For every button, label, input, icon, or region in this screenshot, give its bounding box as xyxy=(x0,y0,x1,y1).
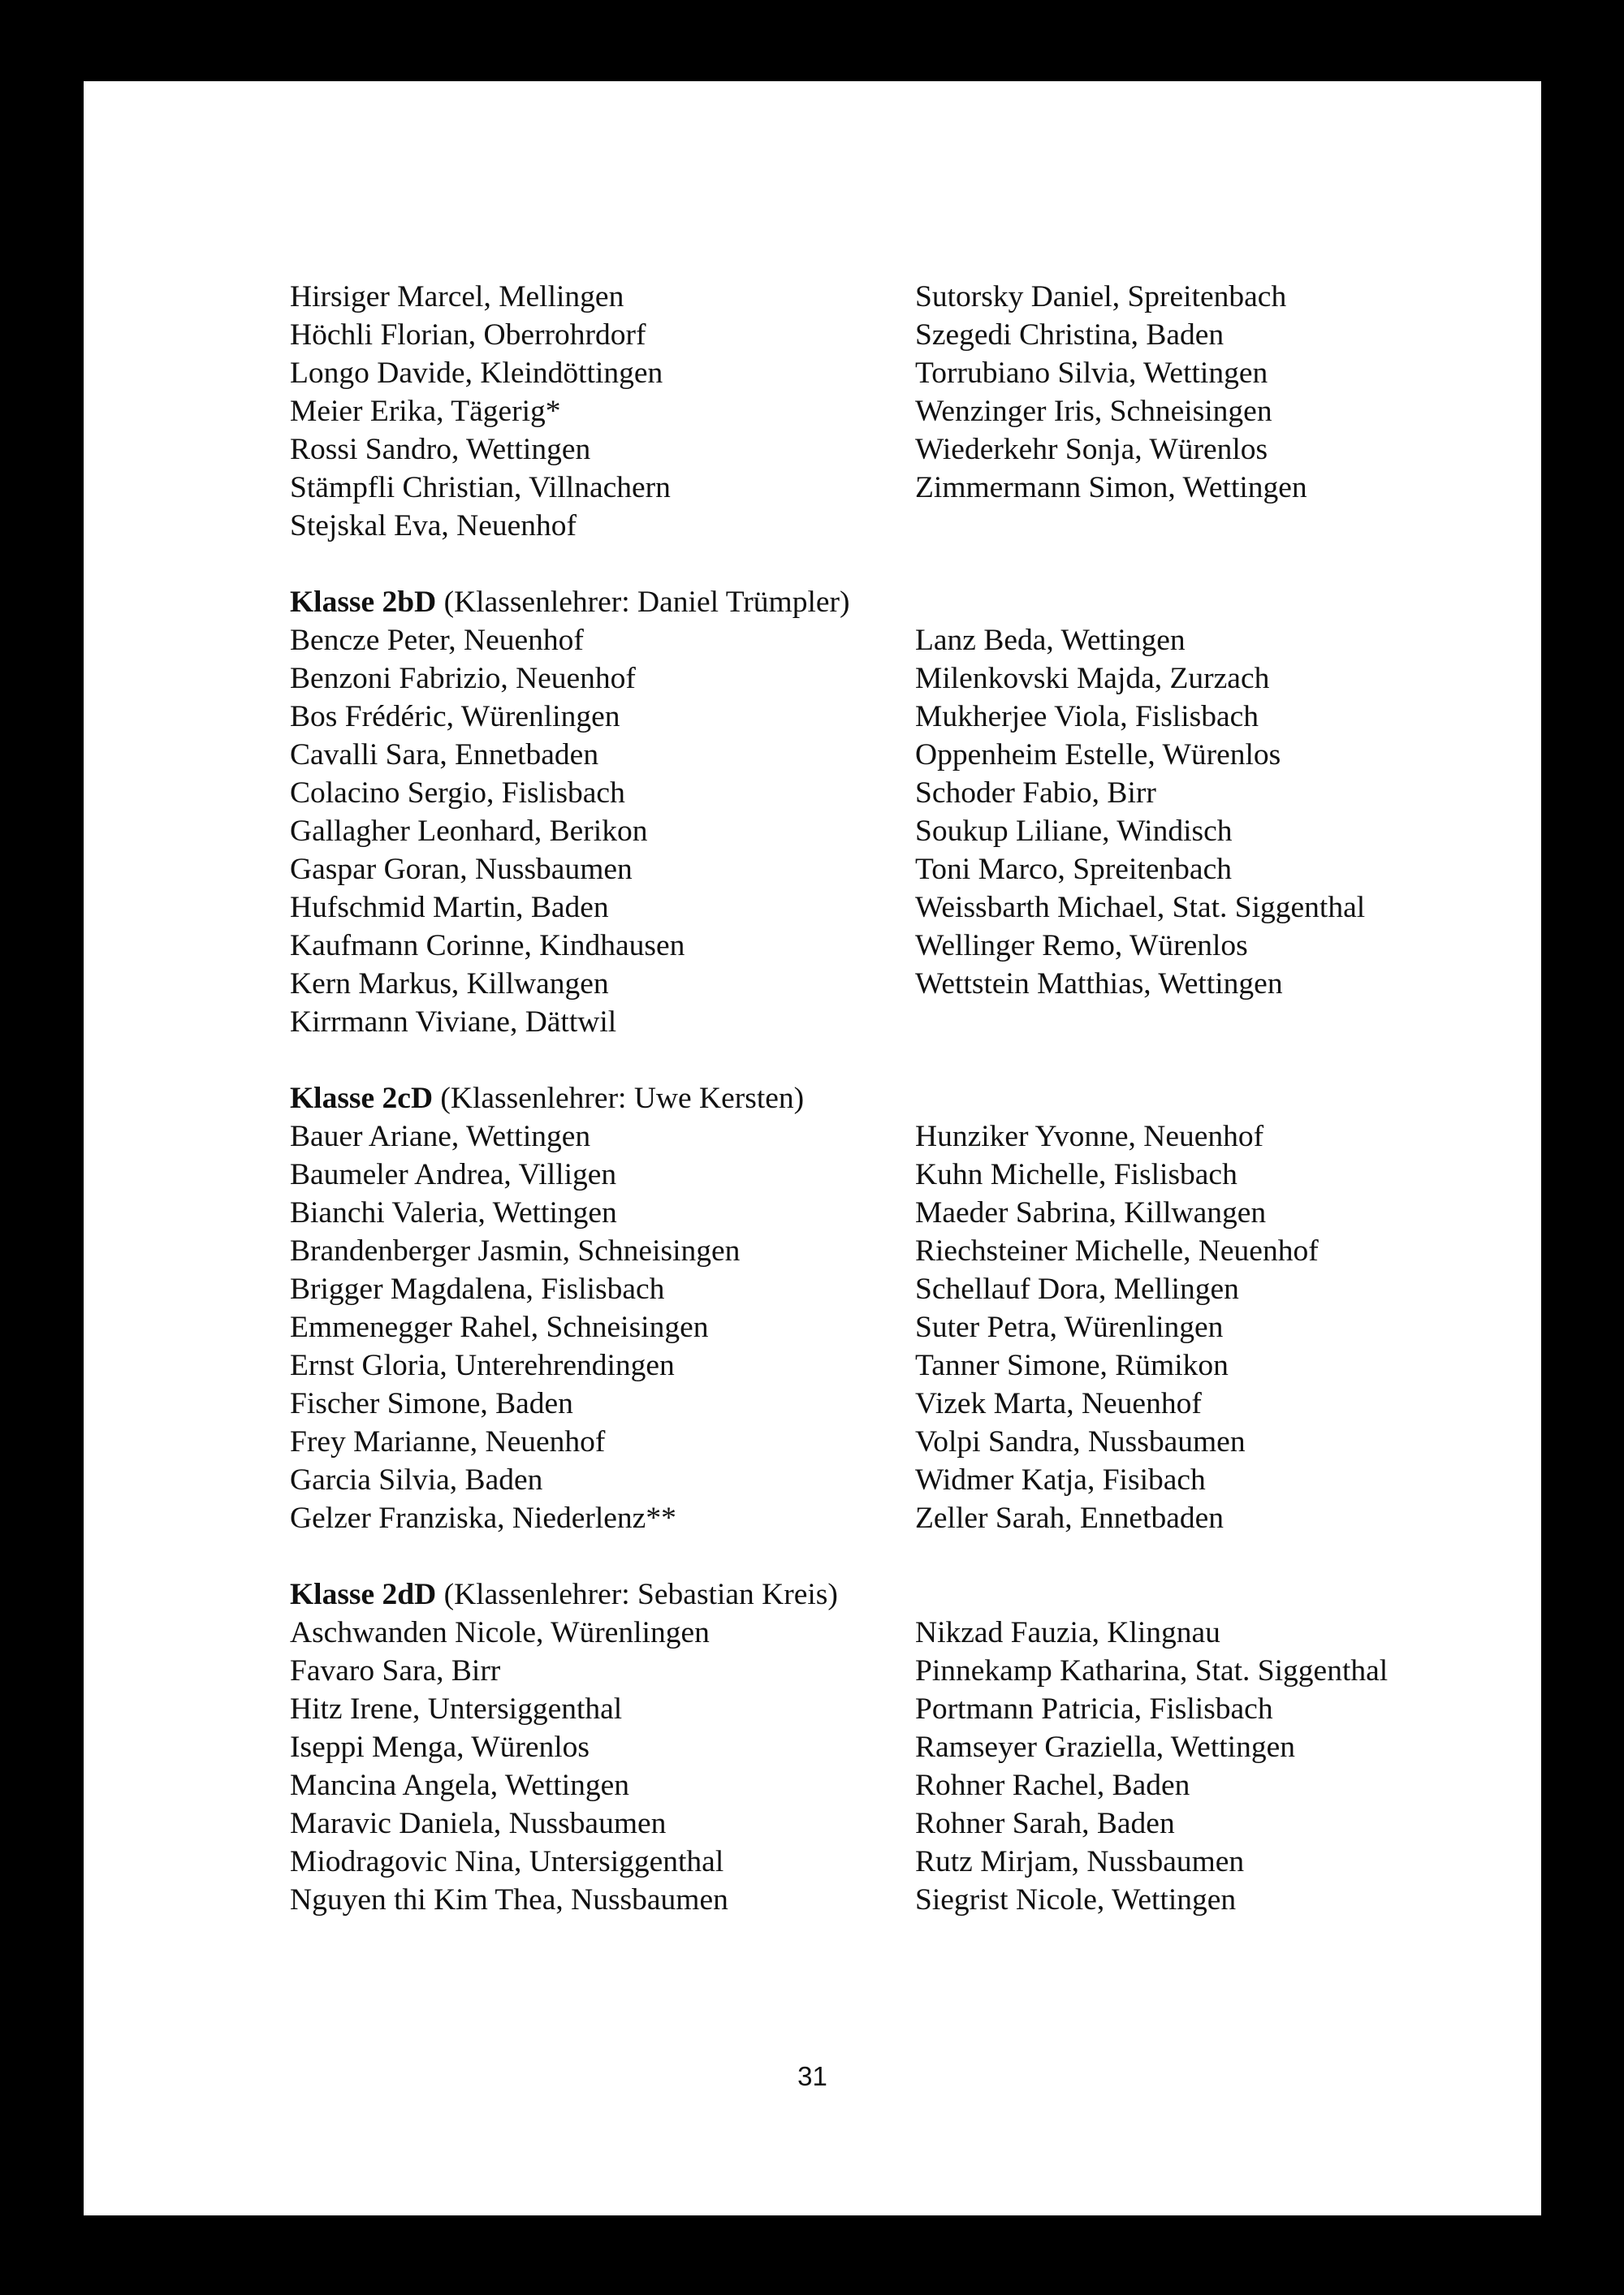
student-entry: Fischer Simone, Baden xyxy=(290,1387,573,1420)
class-name: Klasse 2dD xyxy=(290,1578,437,1611)
student-entry: Bauer Ariane, Wettingen xyxy=(290,1120,591,1153)
student-column-left xyxy=(290,1117,915,1537)
student-entry: Wenzinger Iris, Schneisingen xyxy=(915,395,1272,428)
student-entry: Wettstein Matthias, Wettingen xyxy=(915,967,1283,1001)
student-entry: Schoder Fabio, Birr xyxy=(915,776,1156,810)
student-entry: Benzoni Fabrizio, Neuenhof xyxy=(290,662,636,695)
student-entry: Hirsiger Marcel, Mellingen xyxy=(290,280,624,313)
student-entry: Stämpfli Christian, Villnachern xyxy=(290,471,671,504)
student-entry: Portmann Patricia, Fislisbach xyxy=(915,1692,1273,1726)
student-entry: Cavalli Sara, Ennetbaden xyxy=(290,738,599,771)
student-entry: Hufschmid Martin, Baden xyxy=(290,891,609,924)
student-entry: Kaufmann Corinne, Kindhausen xyxy=(290,929,685,962)
student-entry: Garcia Silvia, Baden xyxy=(290,1463,543,1497)
student-column-left xyxy=(290,1614,915,1919)
student-column-right xyxy=(915,278,1516,545)
student-entry: Toni Marco, Spreitenbach xyxy=(915,853,1232,886)
student-entry: Hunziker Yvonne, Neuenhof xyxy=(915,1120,1264,1153)
student-entry: Nguyen thi Kim Thea, Nussbaumen xyxy=(290,1883,728,1917)
student-entry: Brigger Magdalena, Fislisbach xyxy=(290,1273,665,1306)
student-entry: Milenkovski Majda, Zurzach xyxy=(915,662,1270,695)
student-entry: Zeller Sarah, Ennetbaden xyxy=(915,1502,1224,1535)
class-teacher: (Klassenlehrer: Uwe Kersten) xyxy=(433,1082,805,1115)
student-entry: Pinnekamp Katharina, Stat. Siggenthal xyxy=(915,1654,1389,1688)
student-entry: Vizek Marta, Neuenhof xyxy=(915,1387,1202,1420)
student-entry: Bos Frédéric, Würenlingen xyxy=(290,700,620,733)
student-columns xyxy=(290,278,1524,545)
student-entry: Rohner Sarah, Baden xyxy=(915,1807,1175,1840)
student-entry: Höchli Florian, Oberrohrdorf xyxy=(290,318,646,352)
student-entry: Rohner Rachel, Baden xyxy=(915,1769,1190,1802)
student-entry: Oppenheim Estelle, Würenlos xyxy=(915,738,1281,771)
student-entry: Sutorsky Daniel, Spreitenbach xyxy=(915,280,1287,313)
student-entry: Torrubiano Silvia, Wettingen xyxy=(915,357,1268,390)
document-page xyxy=(84,81,1541,2215)
student-column-left xyxy=(290,278,915,545)
student-entry: Aschwanden Nicole, Würenlingen xyxy=(290,1616,710,1649)
student-entry: Kirrmann Viviane, Dättwil xyxy=(290,1005,617,1039)
class-teacher: (Klassenlehrer: Daniel Trümpler) xyxy=(436,586,850,619)
student-entry: Favaro Sara, Birr xyxy=(290,1654,501,1688)
student-column-right xyxy=(915,1614,1516,1919)
student-entry: Frey Marianne, Neuenhof xyxy=(290,1425,606,1459)
student-column-left xyxy=(290,621,915,1041)
student-entry: Maeder Sabrina, Killwangen xyxy=(915,1196,1267,1230)
student-entry: Mukherjee Viola, Fislisbach xyxy=(915,700,1259,733)
student-entry: Maravic Daniela, Nussbaumen xyxy=(290,1807,667,1840)
student-entry: Kuhn Michelle, Fislisbach xyxy=(915,1158,1237,1191)
class-heading xyxy=(290,1079,1524,1117)
student-entry: Suter Petra, Würenlingen xyxy=(915,1311,1224,1344)
student-entry: Mancina Angela, Wettingen xyxy=(290,1769,630,1802)
student-entry: Bencze Peter, Neuenhof xyxy=(290,624,584,657)
student-columns xyxy=(290,1614,1524,1919)
student-entry: Kern Markus, Killwangen xyxy=(290,967,609,1001)
student-entry: Brandenberger Jasmin, Schneisingen xyxy=(290,1234,741,1268)
class-heading xyxy=(290,583,1524,621)
student-entry: Longo Davide, Kleindöttingen xyxy=(290,357,663,390)
student-entry: Lanz Beda, Wettingen xyxy=(915,624,1186,657)
class-section xyxy=(290,1575,1524,1919)
student-entry: Tanner Simone, Rümikon xyxy=(915,1349,1229,1382)
student-entry: Hitz Irene, Untersiggenthal xyxy=(290,1692,623,1726)
student-entry: Bianchi Valeria, Wettingen xyxy=(290,1196,617,1230)
student-entry: Baumeler Andrea, Villigen xyxy=(290,1158,617,1191)
student-entry: Gelzer Franziska, Niederlenz** xyxy=(290,1502,676,1535)
student-entry: Gaspar Goran, Nussbaumen xyxy=(290,853,633,886)
student-entry: Schellauf Dora, Mellingen xyxy=(915,1273,1239,1306)
student-entry: Miodragovic Nina, Untersiggenthal xyxy=(290,1845,724,1878)
class-name: Klasse 2cD xyxy=(290,1082,434,1115)
student-entry: Siegrist Nicole, Wettingen xyxy=(915,1883,1237,1917)
class-section xyxy=(290,278,1524,545)
student-entry: Gallagher Leonhard, Berikon xyxy=(290,815,648,848)
class-lists xyxy=(290,278,1524,1919)
student-entry: Wellinger Remo, Würenlos xyxy=(915,929,1248,962)
student-column-right xyxy=(915,621,1516,1041)
student-entry: Nikzad Fauzia, Klingnau xyxy=(915,1616,1220,1649)
student-entry: Ramseyer Graziella, Wettingen xyxy=(915,1731,1295,1764)
student-entry: Colacino Sergio, Fislisbach xyxy=(290,776,625,810)
student-entry: Meier Erika, Tägerig* xyxy=(290,395,561,428)
student-entry: Wiederkehr Sonja, Würenlos xyxy=(915,433,1268,466)
student-entry: Zimmermann Simon, Wettingen xyxy=(915,471,1307,504)
class-heading xyxy=(290,1575,1524,1614)
student-entry: Soukup Liliane, Windisch xyxy=(915,815,1233,848)
page-number: 31 xyxy=(797,2061,827,2091)
student-entry: Weissbarth Michael, Stat. Siggenthal xyxy=(915,891,1366,924)
student-entry: Rutz Mirjam, Nussbaumen xyxy=(915,1845,1245,1878)
student-entry: Stejskal Eva, Neuenhof xyxy=(290,509,577,542)
class-name: Klasse 2bD xyxy=(290,586,437,619)
class-section xyxy=(290,583,1524,1041)
student-entry: Widmer Katja, Fisibach xyxy=(915,1463,1206,1497)
student-entry: Emmenegger Rahel, Schneisingen xyxy=(290,1311,709,1344)
student-entry: Ernst Gloria, Unterehrendingen xyxy=(290,1349,675,1382)
class-section xyxy=(290,1079,1524,1537)
student-columns xyxy=(290,1117,1524,1537)
student-column-right xyxy=(915,1117,1516,1537)
student-entry: Rossi Sandro, Wettingen xyxy=(290,433,591,466)
student-entry: Volpi Sandra, Nussbaumen xyxy=(915,1425,1246,1459)
student-entry: Riechsteiner Michelle, Neuenhof xyxy=(915,1234,1319,1268)
student-entry: Szegedi Christina, Baden xyxy=(915,318,1224,352)
student-entry: Iseppi Menga, Würenlos xyxy=(290,1731,590,1764)
student-columns xyxy=(290,621,1524,1041)
class-teacher: (Klassenlehrer: Sebastian Kreis) xyxy=(436,1578,838,1611)
